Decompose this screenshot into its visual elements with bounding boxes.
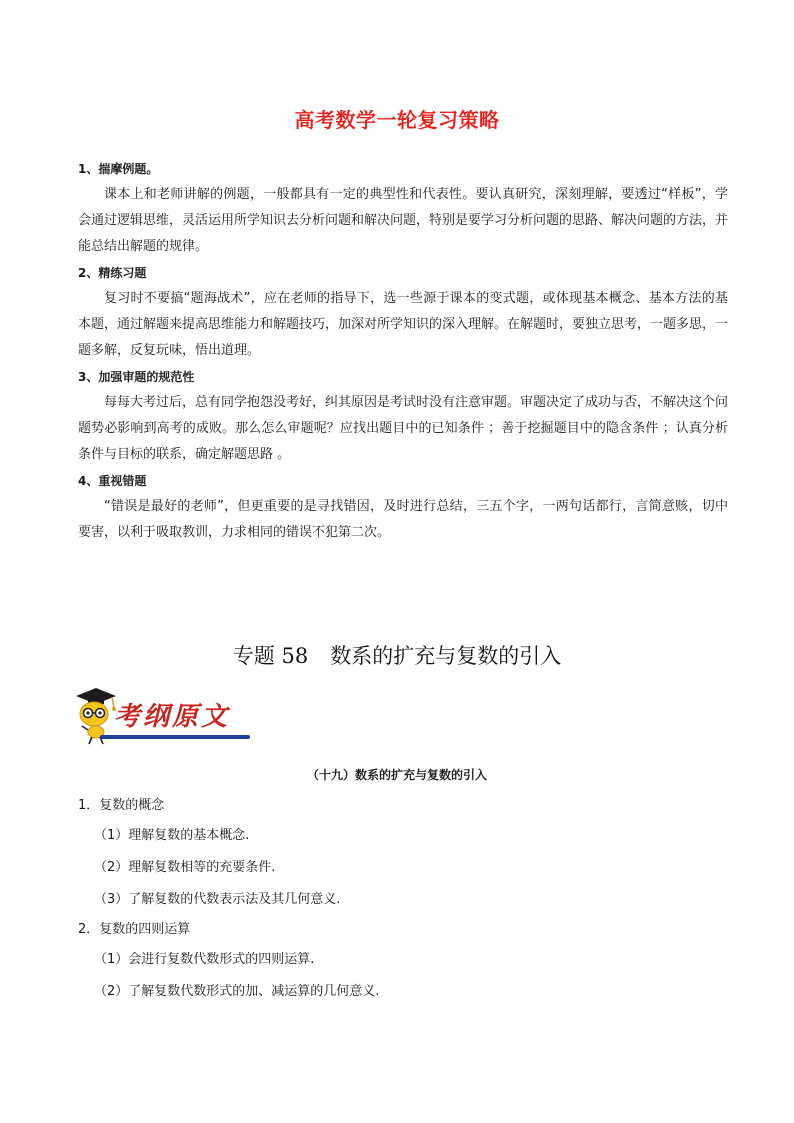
strategy-heading-3: 3、加强审题的规范性 xyxy=(78,370,195,384)
outline-subitem-2-2: （2）了解复数代数形式的加、减运算的几何意义. xyxy=(94,984,380,999)
banner-text: 考纲原文 xyxy=(114,702,231,732)
strategy-text-4: “错误是最好的老师”，但更重要的是寻找错因，及时进行总结，三五个字，一两句话都行，言简意赅，切中要害，以利于吸取教训，力求相同的错误不犯第二次。 xyxy=(78,499,728,540)
syllabus-title: （十九）数系的扩充与复数的引入 xyxy=(306,768,487,782)
syllabus-banner xyxy=(70,686,252,746)
page-title: 高考数学一轮复习策略 xyxy=(294,108,500,132)
strategy-text-1: 课本上和老师讲解的例题，一般都具有一定的典型性和代表性。要认真研究，深刻理解，要透过“样板”，学会通过逻辑思维，灵活运用所学知识去分析问题和解决问题，特别是要学习分析问题的思路、解决问题的方法，并能总结出解题的规律。 xyxy=(78,187,729,254)
strategy-section xyxy=(78,156,728,546)
outline-subitem-1-2: （2）理解复数相等的充要条件. xyxy=(94,860,276,875)
outline-item-1: 1．复数的概念 xyxy=(78,798,165,813)
topic-title xyxy=(0,640,794,670)
strategy-heading-2: 2、精练习题 xyxy=(78,266,147,280)
topic-number: 专题 58 xyxy=(232,644,309,668)
strategy-heading-4: 4、重视错题 xyxy=(78,474,147,488)
topic-name: 数系的扩充与复数的引入 xyxy=(330,644,562,668)
strategy-text-2: 复习时不要搞“题海战术”，应在老师的指导下，选一些源于课本的变式题，或体现基本概念、基本方法的基本题，通过解题来提高思维能力和解题技巧，加深对所学知识的深入理解。在解题时，要独立思考，一题多思，一题多解，反复玩味，悟出道理。 xyxy=(78,291,729,358)
syllabus-outline xyxy=(78,792,738,1008)
outline-subitem-1-1: （1）理解复数的基本概念. xyxy=(94,828,250,843)
strategy-text-3: 每每大考过后，总有同学抱怨没考好，纠其原因是考试时没有注意审题。审题决定了成功与否，不解决这个问题势必影响到高考的成败。那么怎么审题呢？应找出题目中的已知条件 ；善于挖掘题目中的隐含条件 ；认真分析条件与目标的联系，确定解题思路 。 xyxy=(78,395,729,462)
outline-subitem-1-3: （3）了解复数的代数表示法及其几何意义. xyxy=(94,892,341,907)
strategy-heading-1: 1、揣摩例题。 xyxy=(78,162,159,176)
outline-item-2: 2．复数的四则运算 xyxy=(78,922,191,937)
banner-underline xyxy=(100,735,250,739)
outline-subitem-2-1: （1）会进行复数代数形式的四则运算. xyxy=(94,952,315,967)
